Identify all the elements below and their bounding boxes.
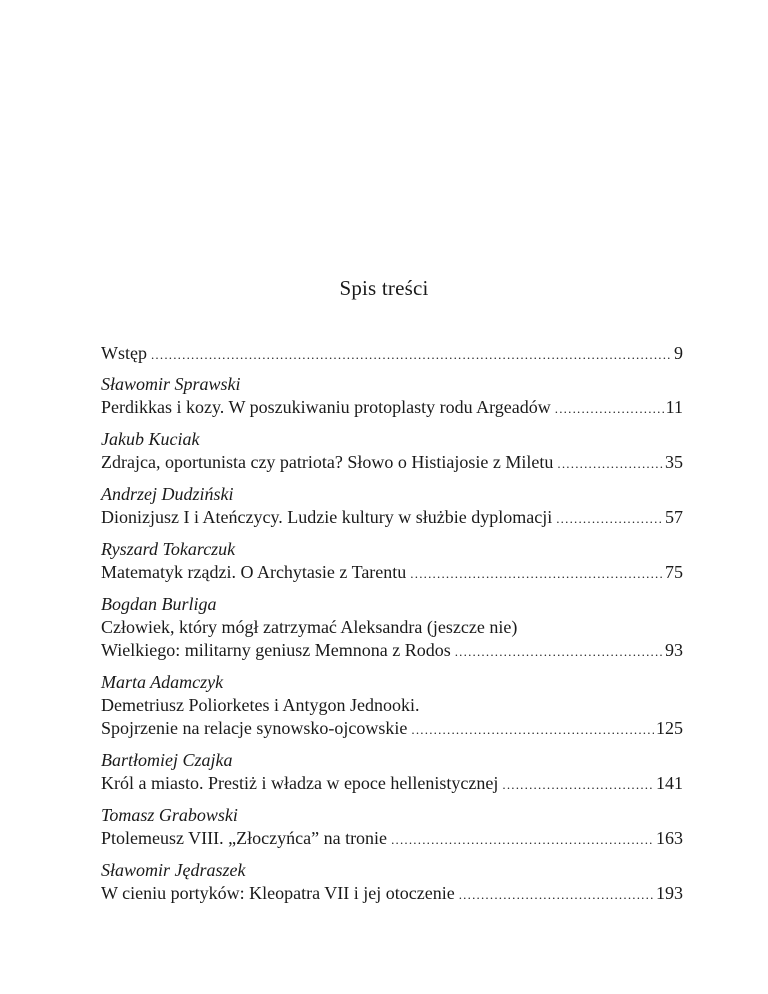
entry-author: Bartłomiej Czajka [101, 750, 233, 770]
toc-line [101, 506, 683, 530]
page-number: 11 [665, 397, 683, 417]
table-of-contents [101, 342, 683, 914]
dot-leader [455, 640, 663, 663]
toc-line [101, 827, 683, 851]
dot-leader [459, 883, 654, 906]
entry-title-line: Demetriusz Poliorketes i Antygon Jednooki. [101, 695, 420, 715]
dot-leader [411, 718, 654, 741]
entry-title: Spojrzenie na relacje synowsko-ojcowskie [101, 718, 408, 738]
dot-leader [556, 507, 663, 530]
entry-title: Wstęp [101, 343, 147, 363]
toc-entry [101, 538, 683, 585]
page-number: 125 [656, 718, 683, 738]
entry-title: W cieniu portyków: Kleopatra VII i jej otoczenie [101, 883, 455, 903]
entry-author: Andrzej Dudziński [101, 484, 234, 504]
entry-title: Perdikkas i kozy. W poszukiwaniu protoplasty rodu Argeadów [101, 397, 551, 417]
page-title: Spis treści [339, 276, 429, 300]
toc-line [101, 882, 683, 906]
toc-entry [101, 671, 683, 741]
toc-entry [101, 804, 683, 851]
page-number: 57 [665, 507, 683, 527]
dot-leader [410, 562, 663, 585]
dot-leader [502, 773, 654, 796]
page-number: 163 [656, 828, 683, 848]
entry-author: Marta Adamczyk [101, 672, 224, 692]
entry-title: Ptolemeusz VIII. „Złoczyńca” na tronie [101, 828, 388, 848]
toc-line [101, 717, 683, 741]
entry-author: Jakub Kuciak [101, 429, 200, 449]
entry-author: Sławomir Jędraszek [101, 860, 246, 880]
toc-entry [101, 373, 683, 420]
entry-author: Ryszard Tokarczuk [101, 539, 236, 559]
page-number: 75 [665, 562, 683, 582]
entry-author: Sławomir Sprawski [101, 374, 241, 394]
entry-title: Wielkiego: militarny geniusz Memnona z Rodos [101, 640, 451, 660]
page-number: 9 [674, 343, 683, 363]
toc-line [101, 639, 683, 663]
toc-entry [101, 859, 683, 906]
dot-leader [557, 452, 663, 475]
toc-line [101, 772, 683, 796]
entry-title: Matematyk rządzi. O Archytasie z Tarentu [101, 562, 407, 582]
dot-leader [151, 343, 672, 366]
toc-entry [101, 593, 683, 663]
entry-title: Król a miasto. Prestiż i władza w epoce hellenistycznej [101, 773, 499, 793]
entry-title-line: Człowiek, który mógł zatrzymać Aleksandra (jeszcze nie) [101, 617, 518, 637]
page-number: 141 [656, 773, 683, 793]
toc-line [101, 561, 683, 585]
toc-line [101, 396, 683, 420]
page-number: 35 [665, 452, 683, 472]
toc-entry [101, 749, 683, 796]
dot-leader [555, 397, 664, 420]
toc-entry [101, 483, 683, 530]
entry-author: Bogdan Burliga [101, 594, 217, 614]
page-number: 93 [665, 640, 683, 660]
toc-entry [101, 428, 683, 475]
entry-author: Tomasz Grabowski [101, 805, 238, 825]
page-number: 193 [656, 883, 683, 903]
dot-leader [391, 828, 654, 851]
toc-entry-wstep [101, 342, 683, 366]
entry-title: Zdrajca, oportunista czy patriota? Słowo o Histiajosie z Miletu [101, 452, 554, 472]
toc-line [101, 342, 683, 366]
entry-title: Dionizjusz I i Ateńczycy. Ludzie kultury w służbie dyplomacji [101, 507, 553, 527]
toc-line [101, 451, 683, 475]
